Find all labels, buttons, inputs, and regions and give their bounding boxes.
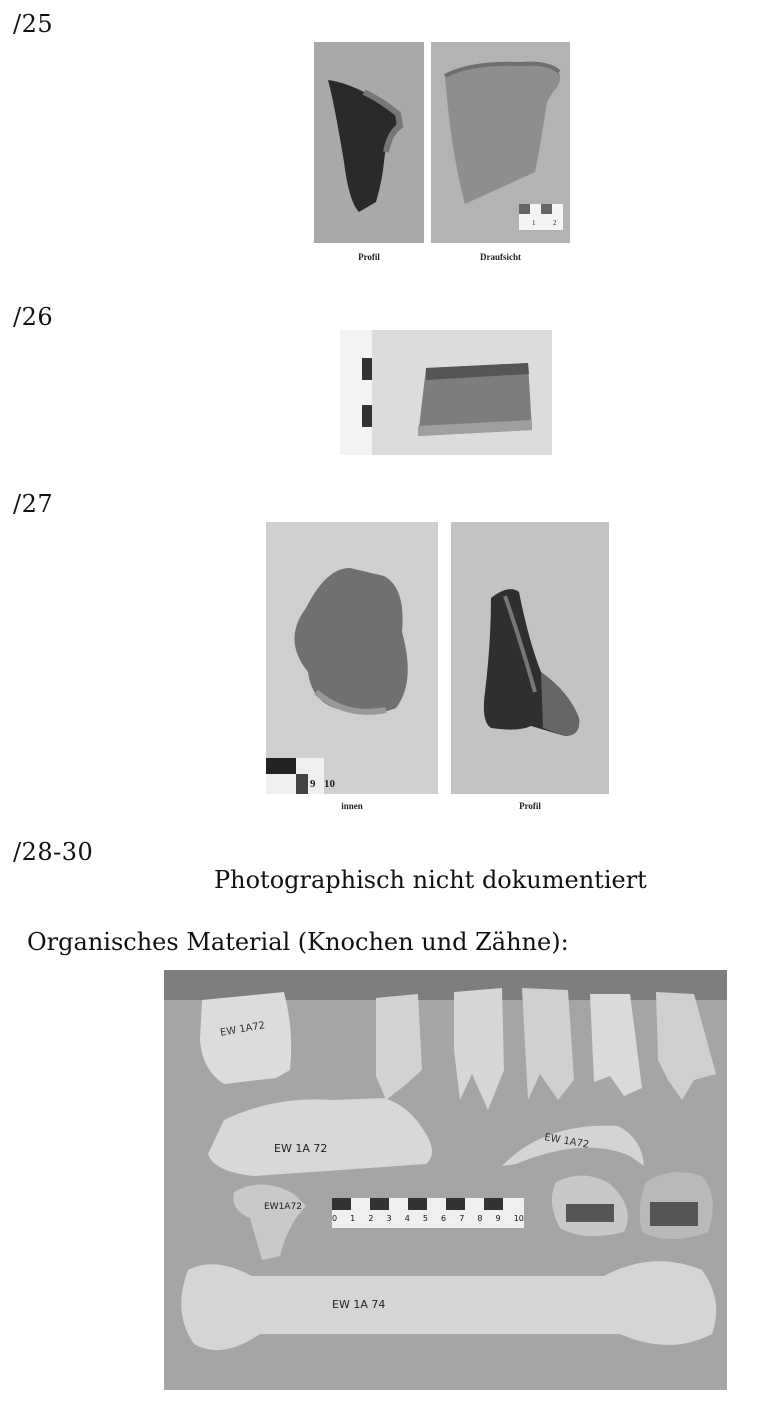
ruler-label: 7: [459, 1214, 465, 1223]
ruler-label: 6: [441, 1214, 447, 1223]
caption-25-profile: Profil: [358, 252, 380, 262]
catalog-number-27: /27: [13, 490, 54, 518]
scale-27-label-9: 9: [310, 778, 316, 790]
catalog-number-25: /25: [13, 10, 54, 38]
catalog-number-26: /26: [13, 303, 54, 331]
ruler-label: 4: [404, 1214, 410, 1223]
photo-organic-material: [164, 970, 727, 1390]
label-long-bone: EW 1A 74: [332, 1298, 386, 1311]
not-documented-note: Photographisch nicht dokumentiert: [214, 866, 647, 894]
ruler-label: 2: [368, 1214, 374, 1223]
ruler-label: 8: [477, 1214, 483, 1223]
photo-27-profile: [451, 522, 609, 794]
ruler-label: 3: [386, 1214, 392, 1223]
ruler-scale: [332, 1214, 524, 1223]
label-jaw: EW 1A 72: [274, 1142, 328, 1155]
ruler-label: 1: [350, 1214, 356, 1223]
label-scapula: EW 1A72: [219, 1020, 266, 1039]
catalog-number-28-30: /28-30: [13, 838, 94, 866]
photo-26: [340, 330, 552, 455]
scale-25-label-1: 1: [532, 219, 536, 227]
caption-27-profile: Profil: [519, 801, 541, 811]
photo-27-inside: [266, 522, 438, 794]
ruler-label: 10: [513, 1214, 524, 1223]
scale-27-label-10: 10: [324, 778, 335, 790]
caption-27-inside: innen: [341, 801, 363, 811]
photo-25-top-view: [431, 42, 570, 243]
photo-25-profile: [314, 42, 424, 243]
caption-25-top-view: Draufsicht: [480, 252, 521, 262]
label-small-bone: EW1A72: [264, 1202, 302, 1212]
ruler-label: 0: [332, 1214, 338, 1223]
organic-material-heading: Organisches Material (Knochen und Zähne):: [27, 928, 569, 956]
label-rib: EW 1A72: [543, 1132, 590, 1151]
scale-25-label-2: 2: [553, 219, 557, 227]
ruler-label: 5: [422, 1214, 428, 1223]
ruler-label: 9: [495, 1214, 501, 1223]
